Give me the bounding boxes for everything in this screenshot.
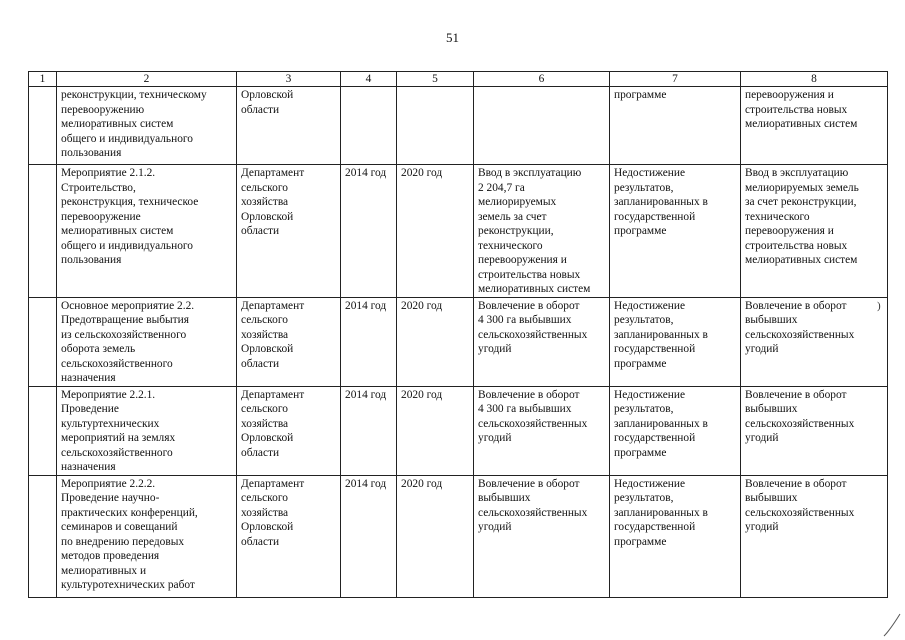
table-cell <box>57 386 237 475</box>
table-cell <box>341 386 397 475</box>
cell-text: Недостижение результатов, запланированных в государственной программе <box>614 477 708 548</box>
table-cell <box>57 475 237 597</box>
cell-text: Вовлечение в оборот выбывших сельскохозяйственных угодий <box>478 477 588 533</box>
table-cell <box>237 475 341 597</box>
cell-text: Департамент сельского хозяйства Орловской области <box>241 388 305 459</box>
cell-text: 2020 год <box>401 299 443 312</box>
table-cell <box>397 386 474 475</box>
cell-text: 2014 год <box>345 167 387 179</box>
margin-mark: ) <box>877 300 881 312</box>
table-cell <box>397 165 474 298</box>
cell-text: Мероприятие 2.1.2. Строительство, реконструкция, техническое перевооружение мелиоративных систем общего и индивидуального пользования <box>61 167 199 266</box>
column-number-header: 2 <box>57 72 237 87</box>
cell-text: Орловской области <box>241 89 294 116</box>
cell-text: Недостижение результатов, запланированных в государственной программе <box>614 299 708 370</box>
table-cell <box>237 87 341 165</box>
page-number: 51 <box>446 30 459 45</box>
corner-pen-stroke <box>882 612 902 638</box>
cell-text: Ввод в эксплуатацию 2 204,7 га мелиорируемых земель за счет реконструкции, технического перевооружения и строительства новых мелиоративных систем <box>478 167 591 295</box>
table-cell <box>397 297 474 386</box>
table-cell <box>474 165 610 298</box>
cell-text: Основное мероприятие 2.2. Предотвращение выбытия из сельскохозяйственного оборота земель сельскохозяйственного назначения <box>61 299 195 384</box>
table-row <box>29 87 888 165</box>
table-cell <box>397 87 474 165</box>
cell-text: Департамент сельского хозяйства Орловской области <box>241 299 305 370</box>
cell-text: Вовлечение в оборот выбывших сельскохозяйственных угодий <box>745 477 855 533</box>
table-cell <box>741 386 888 475</box>
table-cell <box>341 87 397 165</box>
cell-text: Вовлечение в оборот выбывших сельскохозяйственных угодий <box>745 299 855 355</box>
table-cell <box>474 87 610 165</box>
table-cell <box>341 475 397 597</box>
table-cell <box>57 87 237 165</box>
table-cell <box>237 297 341 386</box>
column-number-header: 5 <box>397 72 474 87</box>
cell-text: Вовлечение в оборот 4 300 га выбывших сельскохозяйственных угодий <box>478 299 588 355</box>
column-number-header: 4 <box>341 72 397 87</box>
table-cell <box>741 87 888 165</box>
table-cell <box>610 297 741 386</box>
cell-text: 2014 год <box>345 388 387 401</box>
table-cell <box>610 87 741 165</box>
table-cell <box>237 386 341 475</box>
table-cell <box>29 475 57 597</box>
table-cell <box>29 165 57 298</box>
table-cell <box>29 386 57 475</box>
column-number-header: 3 <box>237 72 341 87</box>
table-cell <box>610 386 741 475</box>
table-row <box>29 297 888 386</box>
cell-text: реконструкции, техническому перевооружению мелиоративных систем общего и индивидуального пользования <box>61 89 207 159</box>
column-number-header: 7 <box>610 72 741 87</box>
cell-text: 2014 год <box>345 299 387 312</box>
column-number-header: 1 <box>29 72 57 87</box>
table-cell <box>610 475 741 597</box>
table-cell <box>741 297 888 386</box>
cell-text: Вовлечение в оборот выбывших сельскохозяйственных угодий <box>745 388 855 444</box>
cell-text: 2020 год <box>401 167 443 179</box>
table-cell <box>474 297 610 386</box>
table-row <box>29 165 888 298</box>
activities-table <box>28 71 888 598</box>
cell-text: 2014 год <box>345 477 387 490</box>
cell-text: 2020 год <box>401 388 443 401</box>
table-cell <box>29 297 57 386</box>
cell-text: Вовлечение в оборот 4 300 га выбывших сельскохозяйственных угодий <box>478 388 588 444</box>
table-row <box>29 386 888 475</box>
table-cell <box>741 475 888 597</box>
cell-text: программе <box>614 89 667 101</box>
table-cell <box>610 165 741 298</box>
header-row <box>29 72 888 87</box>
cell-text: 2020 год <box>401 477 443 490</box>
table-cell <box>57 165 237 298</box>
table-row <box>29 475 888 597</box>
column-number-header: 6 <box>474 72 610 87</box>
table-cell <box>474 475 610 597</box>
cell-text: перевооружения и строительства новых мелиоративных систем <box>745 89 858 130</box>
cell-text: Недостижение результатов, запланированных в государственной программе <box>614 388 708 459</box>
cell-text: Мероприятие 2.2.1. Проведение культуртехнических мероприятий на землях сельскохозяйственного назначения <box>61 388 176 473</box>
table-cell <box>474 386 610 475</box>
table-cell <box>57 297 237 386</box>
cell-text: Департамент сельского хозяйства Орловской области <box>241 477 305 548</box>
cell-text: Мероприятие 2.2.2. Проведение научно- практических конференций, семинаров и совещаний по внедрению передовых методов проведения мелиоративных и культуротехнических работ <box>61 477 198 591</box>
table-cell <box>341 165 397 298</box>
table-cell <box>341 297 397 386</box>
column-number-header: 8 <box>741 72 888 87</box>
cell-text: Ввод в эксплуатацию мелиорируемых земель за счет реконструкции, технического перевооружения и строительства новых мелиоративных систем <box>745 167 859 266</box>
cell-text: Департамент сельского хозяйства Орловской области <box>241 167 305 237</box>
table-cell <box>237 165 341 298</box>
table-cell <box>741 165 888 298</box>
table-cell <box>397 475 474 597</box>
cell-text: Недостижение результатов, запланированных в государственной программе <box>614 167 708 237</box>
table-cell <box>29 87 57 165</box>
